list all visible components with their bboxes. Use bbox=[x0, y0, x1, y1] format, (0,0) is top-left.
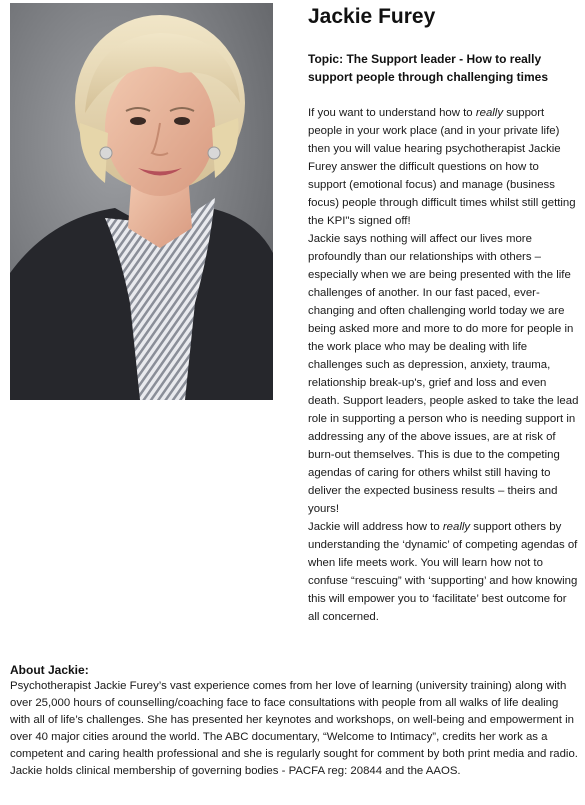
description-text: support people in your work place (and in your private life) then you will value hearing psychotherapist Jackie Furey answer the difficult questions on how to support (emotional focus) and manage (business focus) people through difficult times whilst still getting the KPI"s signed off! bbox=[308, 107, 576, 227]
about-heading: About Jackie: bbox=[10, 663, 89, 677]
description-text: Jackie will address how to bbox=[308, 521, 443, 533]
description-text: support others by understanding the ‘dynamic’ of competing agendas of when life meets work. You will learn how not to confuse “rescuing” with ‘supporting’ and how knowing this will empower you to ‘facilitate’ best outcome for all concerned. bbox=[308, 521, 578, 623]
speaker-name: Jackie Furey bbox=[308, 5, 436, 28]
about-section bbox=[10, 662, 578, 780]
talk-details bbox=[308, 0, 580, 626]
speaker-photo bbox=[10, 3, 273, 400]
description-text: If you want to understand how to bbox=[308, 107, 476, 119]
emphasis-text: really bbox=[475, 107, 504, 119]
about-text: Psychotherapist Jackie Furey’s vast experience comes from her love of learning (university training) along with over 25,000 hours of counselling/coaching face to face consultations with people from all walks of life dealing with all of life’s challenges. She has presented her keynotes and workshops, on well-being and empowerment in over 40 major cities around the world. The ABC documentary, “Welcome to Intimacy”, credits her work as a competent and caring health professional and she is regularly sought for comment by both print media and radio. Jackie holds clinical membership of governing bodies - PACFA reg: 20844 and the AAOS. bbox=[10, 680, 578, 777]
description-paragraph-1 bbox=[308, 104, 580, 230]
talk-description bbox=[308, 104, 580, 626]
description-paragraph-3 bbox=[308, 518, 580, 626]
talk-topic: Topic: The Support leader - How to really support people through challenging times bbox=[308, 52, 549, 84]
description-paragraph-2: Jackie says nothing will affect our lives more profoundly than our relationships with others – especially when we are being presented with the life challenges of another. In our fast paced, ever-changing and often challenging world today we are being asked more and more to do more for people in the work place who may be dealing with life challenges such as depression, anxiety, trauma, relationship break-up's, grief and loss and even death. Support leaders, people asked to take the lead role in supporting a person who is needing support in addressing any of the above issues, are at risk of burn-out themselves. This is due to the competing agendas of caring for others whilst still having to deliver the expected business results – theirs and yours! bbox=[308, 233, 579, 515]
emphasis-text: really bbox=[442, 521, 471, 533]
